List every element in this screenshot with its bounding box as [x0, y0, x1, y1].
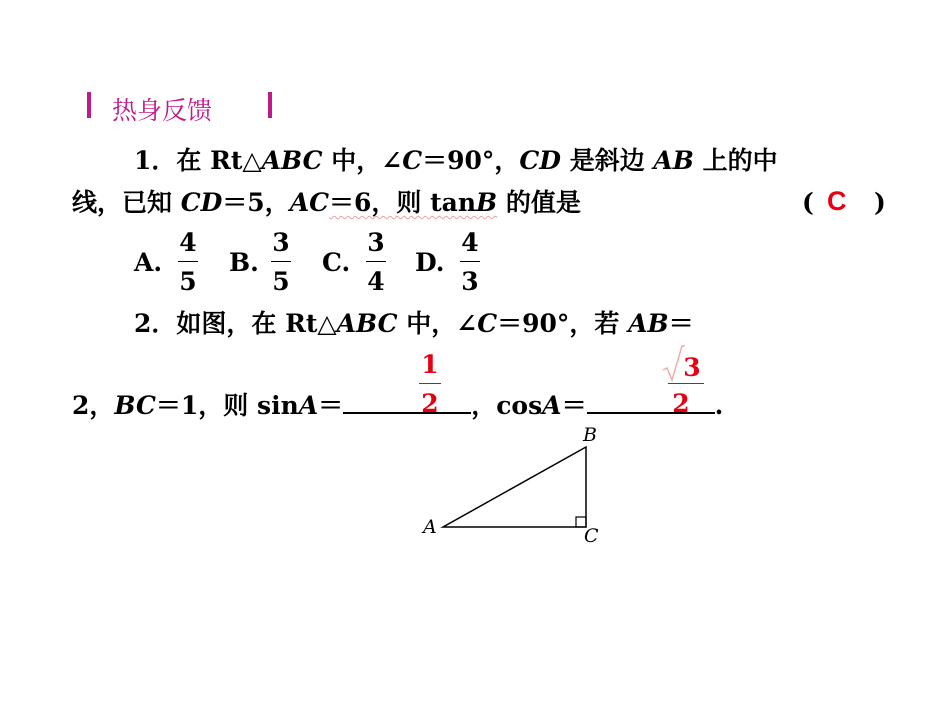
- q2-text: 2，: [72, 391, 115, 420]
- q1-text: 是斜边: [560, 146, 654, 175]
- q2-text: .: [714, 391, 724, 420]
- q1-text: CD: [180, 188, 223, 217]
- fraction-denominator: 5: [179, 267, 197, 296]
- section-title: 热身反馈: [112, 96, 213, 125]
- fraction-numerator: 3: [367, 228, 385, 257]
- q1-bracket-close: ): [874, 188, 886, 217]
- q1-text: 1．在 Rt△: [134, 146, 262, 175]
- q1-text: 上的中: [693, 146, 778, 175]
- fraction-numerator: 4: [461, 228, 479, 257]
- q2-text: A: [542, 391, 562, 420]
- fraction-denominator: 5: [272, 267, 290, 296]
- option-a-label: A.: [134, 248, 163, 277]
- vertex-label-c: C: [584, 525, 599, 547]
- triangle-abc: [443, 447, 586, 527]
- q2-text: AB: [628, 309, 669, 338]
- q1-text: CD: [519, 146, 561, 175]
- option-d-label: D.: [415, 248, 445, 277]
- q1-bracket-open: (: [802, 188, 814, 217]
- q2-text: ＝: [318, 391, 344, 420]
- q2-text: A: [298, 391, 319, 420]
- fraction-denominator: 3: [461, 267, 479, 296]
- q2-text: ，cos: [471, 391, 543, 420]
- option-c-label: C.: [322, 248, 351, 277]
- option-b-label: B.: [229, 248, 259, 277]
- fraction-numerator: 3: [272, 228, 290, 257]
- vertex-label-a: A: [423, 516, 437, 538]
- q2-text: C: [477, 309, 498, 338]
- q2-text: ＝1，则 sin: [155, 391, 299, 420]
- q1-text: ABC: [261, 146, 323, 175]
- q1-text: AC: [289, 188, 329, 217]
- fraction-denominator: 4: [367, 267, 385, 296]
- q1-answer: C: [827, 186, 847, 216]
- q1-text: AB: [653, 146, 694, 175]
- q2-text: ＝: [561, 391, 587, 420]
- fraction-numerator: 3: [683, 353, 701, 382]
- fraction-denominator: 2: [421, 389, 439, 418]
- q1-text: 的值是: [497, 188, 581, 217]
- q2-text: ABC: [336, 309, 398, 338]
- q1-text: ＝90°，: [422, 146, 520, 175]
- q2-text: ＝: [668, 309, 694, 338]
- q1-text: ＝5，: [222, 188, 290, 217]
- q1-text: C: [402, 146, 423, 175]
- fraction-numerator: 1: [421, 350, 439, 379]
- vertex-label-b: B: [583, 424, 597, 446]
- q1-text: ＝6，则 tanB: [329, 188, 498, 217]
- q2-text: 2．如图，在 Rt△: [134, 309, 337, 338]
- fraction-numerator: 4: [179, 228, 197, 257]
- q2-text: BC: [114, 391, 156, 420]
- q2-text: 中，∠: [397, 309, 478, 338]
- fraction-denominator: 2: [672, 389, 690, 418]
- q2-text: ＝90°，若: [497, 309, 629, 338]
- q1-text: 中，∠: [322, 146, 403, 175]
- q1-text: 线，已知: [72, 188, 181, 217]
